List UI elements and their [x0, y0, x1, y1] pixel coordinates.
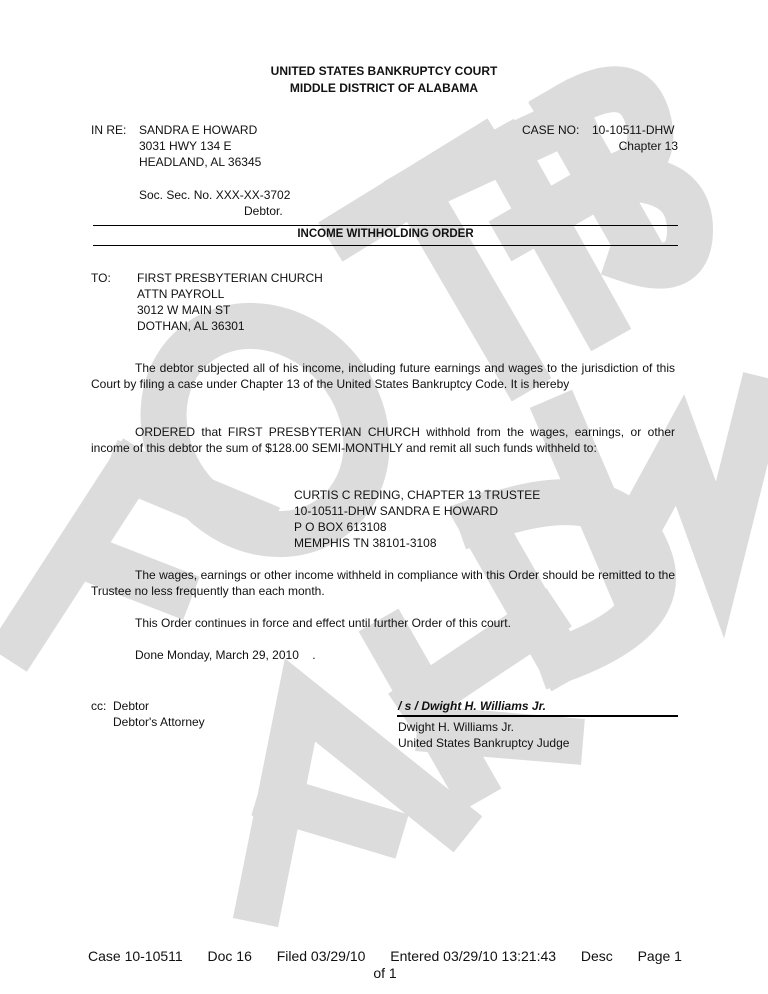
- employer-name: FIRST PRESBYTERIAN CHURCH: [137, 271, 323, 285]
- paragraph-jurisdiction: The debtor subjected all of his income, including future earnings and wages to the jurisdiction of this Court by filing a case under Chapter 13 of the United States Bankruptcy Code. It is hereby: [91, 361, 675, 391]
- title-top-rule: [93, 225, 678, 226]
- court-district: MIDDLE DISTRICT OF ALABAMA: [289, 81, 479, 95]
- paragraph-ordered: ORDERED that FIRST PRESBYTERIAN CHURCH withhold from the wages, earnings, or other income of this debtor the sum of $128.00 SEMI-MONTHLY and remit all such funds withheld to:: [91, 425, 675, 455]
- debtor-address-line1: 3031 HWY 134 E: [139, 139, 232, 153]
- to-label: TO:: [91, 271, 111, 285]
- judge-name: Dwight H. Williams Jr.: [398, 720, 515, 734]
- trustee-city: MEMPHIS TN 38101-3108: [294, 536, 437, 550]
- trustee-case-ref: 10-10511-DHW SANDRA E HOWARD: [294, 504, 499, 518]
- trustee-block: [294, 487, 540, 551]
- cc-debtor: Debtor: [113, 699, 150, 713]
- employer-attn: ATTN PAYROLL: [137, 287, 225, 301]
- footer-page-of: of 1: [373, 965, 397, 981]
- employer-city: DOTHAN, AL 36301: [137, 319, 245, 333]
- footer-case: Case 10-10511: [88, 948, 183, 964]
- cc-label: cc:: [91, 699, 107, 713]
- paragraph-done-date: Done Monday, March 29, 2010 .: [135, 648, 316, 662]
- trustee-name: CURTIS C REDING, CHAPTER 13 TRUSTEE: [294, 488, 541, 502]
- debtor-role: Debtor.: [244, 204, 283, 218]
- judge-signature: / s / Dwight H. Williams Jr.: [398, 699, 546, 713]
- case-label: CASE NO:: [522, 123, 580, 137]
- paragraph-in-force: This Order continues in force and effect until further Order of this court.: [135, 616, 511, 630]
- court-name: UNITED STATES BANKRUPTCY COURT: [270, 64, 498, 78]
- trustee-po-box: P O BOX 613108: [294, 520, 387, 534]
- footer-desc: Desc: [580, 948, 613, 964]
- signature-rule: [397, 715, 678, 717]
- page-footer: [60, 948, 710, 982]
- order-title: INCOME WITHHOLDING ORDER: [297, 228, 474, 240]
- footer-page: Page 1: [637, 948, 682, 964]
- paragraph-remittance: The wages, earnings or other income withheld in compliance with this Order should be remitted to the Trustee no less frequently than each month.: [91, 568, 675, 598]
- footer-doc: Doc 16: [207, 948, 252, 964]
- case-number: 10-10511-DHW: [592, 123, 675, 137]
- debtor-name: SANDRA E HOWARD: [139, 123, 258, 137]
- debtor-block: [139, 122, 261, 170]
- in-re-label: IN RE:: [91, 123, 127, 137]
- cc-debtor-attorney: Debtor's Attorney: [113, 715, 205, 729]
- debtor-ssn: Soc. Sec. No. XXX-XX-3702: [139, 188, 291, 202]
- judge-title: United States Bankruptcy Judge: [398, 736, 570, 750]
- case-chapter: Chapter 13: [618, 139, 678, 153]
- title-bottom-rule: [93, 245, 678, 246]
- employer-street: 3012 W MAIN ST: [137, 303, 231, 317]
- employer-block: [137, 270, 323, 334]
- footer-entered: Entered 03/29/10 13:21:43: [390, 948, 557, 964]
- footer-filed: Filed 03/29/10: [276, 948, 366, 964]
- debtor-address-line2: HEADLAND, AL 36345: [139, 155, 262, 169]
